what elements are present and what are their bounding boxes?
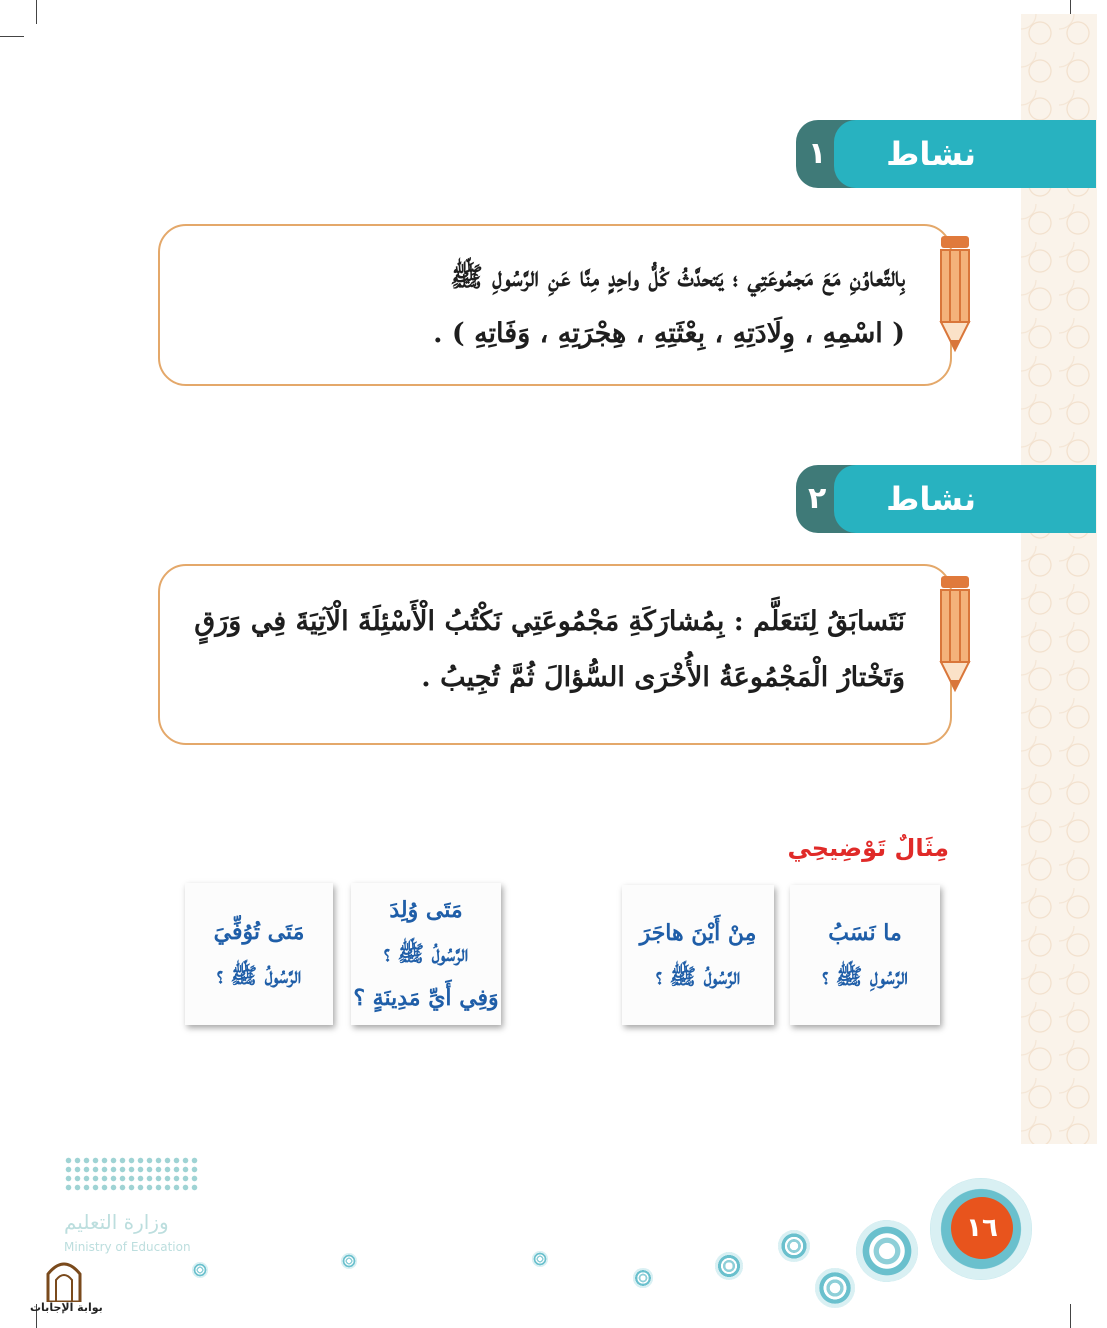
building-icon bbox=[44, 1258, 84, 1302]
rosette-icon bbox=[715, 1252, 743, 1280]
rosette-icon bbox=[532, 1251, 548, 1267]
activity-2-line-1: نَتَسابَقُ لِنَتعَلَّم : بِمُشارَكَةِ مَجْمُوعَتِي نَكْتُبُ الْأَسْئِلَةَ الْآتِيَةَ فِي وَرَقٍ bbox=[194, 606, 905, 637]
rosette-icon bbox=[815, 1268, 855, 1308]
activity-1-box bbox=[158, 224, 952, 386]
crop-mark bbox=[36, 0, 37, 24]
pencil-icon bbox=[938, 236, 972, 354]
question-line: الرَّسُولُ ﷺ ؟ bbox=[216, 963, 302, 989]
activity-2-tab bbox=[796, 465, 1096, 533]
question-line: ما نَسَبُ bbox=[828, 920, 902, 946]
rosette-icon bbox=[778, 1230, 810, 1262]
rosette-icon bbox=[856, 1220, 918, 1282]
crop-mark bbox=[0, 36, 24, 37]
question-line: وَفِي أَيِّ مَدِينَةٍ ؟ bbox=[353, 985, 499, 1011]
question-line: الرَّسُولُ ﷺ ؟ bbox=[383, 941, 469, 967]
question-card bbox=[185, 883, 333, 1025]
activity-number: ١ bbox=[808, 136, 827, 171]
question-line: مِنْ أَيْنَ هاجَرَ bbox=[639, 920, 757, 946]
pencil-icon bbox=[938, 576, 972, 694]
question-line: الرَّسُولِ ﷺ ؟ bbox=[822, 964, 908, 990]
ministry-name-english: Ministry of Education bbox=[64, 1240, 191, 1254]
rosette-icon bbox=[633, 1268, 653, 1288]
activity-2-line-2: وَتَخْتارُ الْمَجْمُوعَةُ الأُخْرَى السُّؤالَ ثُمَّ تُجِيبُ . bbox=[421, 662, 905, 693]
activity-1-instructions bbox=[178, 250, 905, 362]
activity-2-box bbox=[158, 564, 952, 745]
activity-1-tab bbox=[796, 120, 1096, 188]
activity-2-instructions bbox=[178, 594, 905, 706]
rosette-icon bbox=[341, 1253, 357, 1269]
activity-label: نشاط bbox=[886, 135, 976, 173]
side-margin bbox=[1097, 14, 1107, 1144]
question-card bbox=[622, 885, 774, 1025]
question-card bbox=[790, 885, 940, 1025]
ministry-logo bbox=[40, 1150, 210, 1270]
ministry-name-arabic: وزارة التعليم bbox=[64, 1210, 169, 1234]
question-line: الرَّسُولُ ﷺ ؟ bbox=[655, 964, 741, 990]
activity-1-line-2: ( اسْمِهِ ، وِلَادَتِهِ ، بِعْثَتِهِ ، هِجْرَتِهِ ، وَفَاتِهِ ) . bbox=[433, 318, 905, 349]
example-title: مِثَالٌ تَوْضِيحِي bbox=[787, 834, 949, 862]
page-number: ١٦ bbox=[951, 1197, 1013, 1259]
activity-number: ٢ bbox=[808, 481, 827, 516]
question-line: مَتَى تُوُفِّيَ bbox=[213, 919, 305, 945]
activity-1-line-1: بِالتَّعاوُنِ مَعَ مَجمُوعَتِي ؛ يَتحدَّثُ كُلُّ واحِدٍ مِنَّا عَنِ الرَّسُولِ ﷺ bbox=[450, 262, 905, 293]
watermark-logo bbox=[30, 1258, 102, 1322]
watermark-text: بوابة الإجابات bbox=[30, 1301, 103, 1314]
logo-dots bbox=[64, 1156, 198, 1192]
question-card bbox=[351, 883, 501, 1025]
crop-mark bbox=[1070, 1304, 1071, 1328]
question-line: مَتَى وُلِدَ bbox=[389, 897, 463, 923]
activity-label: نشاط bbox=[886, 480, 976, 518]
